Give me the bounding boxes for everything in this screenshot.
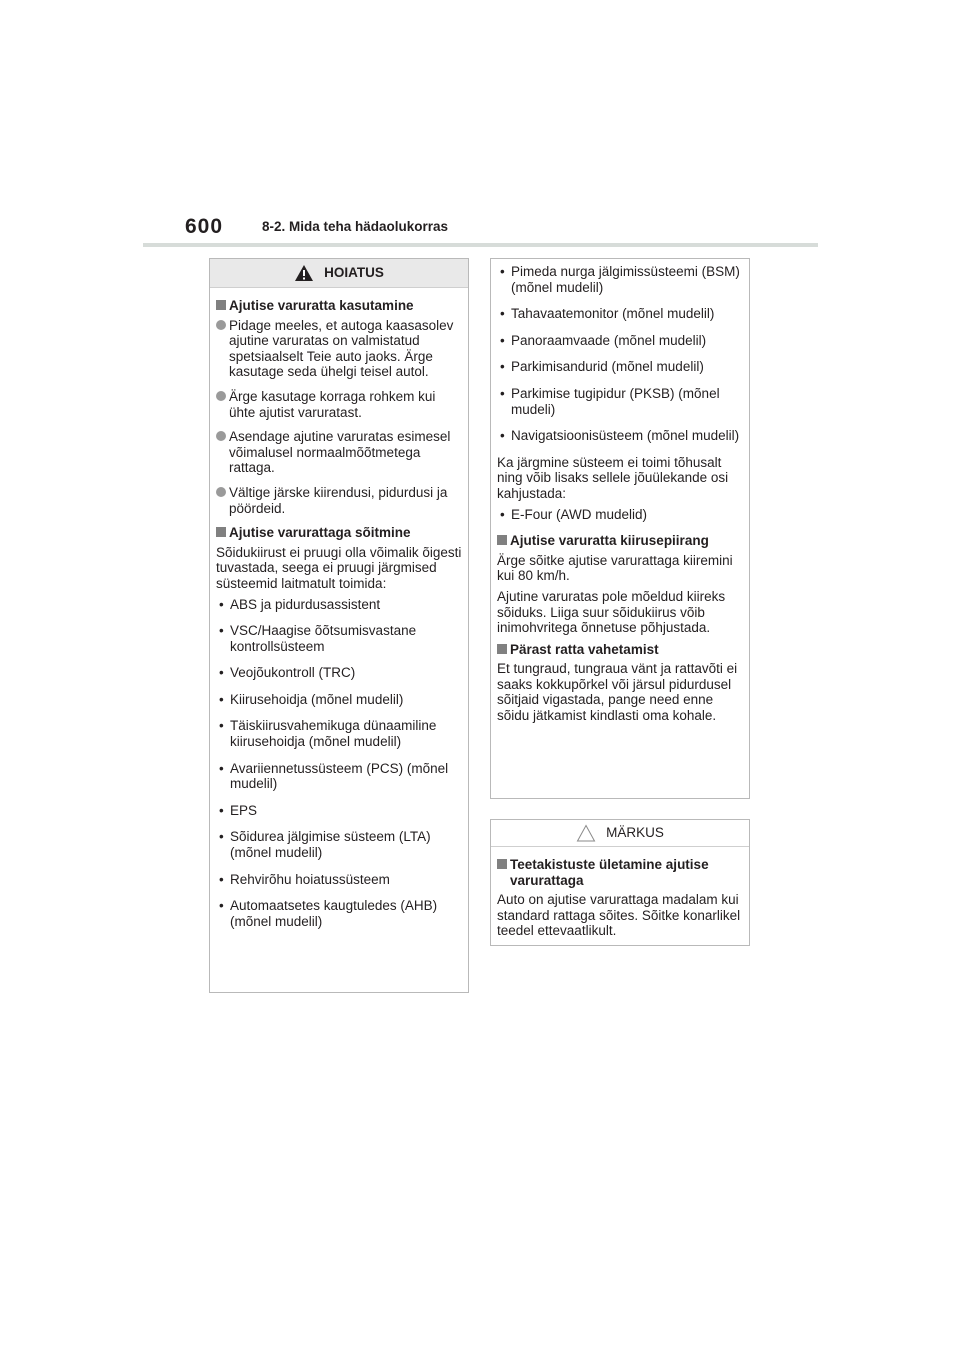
list-item: • Navigatsioonisüsteem (mõnel mudelil) bbox=[500, 428, 740, 444]
list-item: • ABS ja pidurdusassistent bbox=[219, 596, 381, 612]
notice-box bbox=[490, 819, 750, 946]
round-bullet-icon bbox=[216, 391, 226, 401]
section-heading: Teetakistuste ületamine ajutise varurattaga bbox=[497, 857, 743, 888]
header-divider bbox=[143, 243, 818, 247]
square-bullet-icon bbox=[497, 535, 507, 545]
list-item: • Täiskiirusvahemikuga dünaamiline kiirusehoidja (mõnel mudelil) bbox=[219, 718, 437, 750]
warning-triangle-icon bbox=[294, 264, 314, 282]
square-bullet-icon bbox=[216, 527, 226, 537]
warning-box bbox=[209, 258, 469, 993]
caution-triangle-icon bbox=[576, 824, 596, 842]
list-item: Vältige järske kiirendusi, pidurdusi ja pöördeid. bbox=[216, 485, 462, 516]
list-item: Ärge kasutage korraga rohkem kui ühte ajutist varuratast. bbox=[216, 389, 462, 420]
list-item: • Parkimise tugipidur (PKSB) (mõnel mudeli) bbox=[500, 385, 720, 417]
paragraph: Ka järgmine süsteem ei toimi tõhusalt ning võib lisaks sellele jõuülekande osi kahjustada: bbox=[497, 454, 729, 501]
section-heading: Ajutise varurattaga sõitmine bbox=[216, 525, 462, 541]
square-bullet-icon bbox=[497, 859, 507, 869]
square-bullet-icon bbox=[216, 300, 226, 310]
notice-box-title: MÄRKUS bbox=[606, 825, 664, 841]
list-item: • Panoraamvaade (mõnel mudelil) bbox=[500, 332, 707, 348]
round-bullet-icon bbox=[216, 431, 226, 441]
page-number: 600 bbox=[185, 215, 224, 238]
square-bullet-icon bbox=[497, 644, 507, 654]
paragraph: Ärge sõitke ajutise varurattaga kiiremini kui 80 km/h. bbox=[497, 552, 733, 584]
section-title: 8-2. Mida teha hädaolukorras bbox=[262, 219, 449, 234]
section-heading: Ajutise varuratta kiirusepiirang bbox=[497, 533, 743, 549]
notice-box-header bbox=[491, 820, 749, 847]
list-item: • Veojõukontroll (TRC) bbox=[219, 665, 356, 681]
list-item: • VSC/Haagise õõtsumisvastane kontrollsüsteem bbox=[219, 623, 417, 654]
list-item: • Rehvirõhu hoiatussüsteem bbox=[219, 871, 390, 887]
paragraph: Sõidukiirust ei pruugi olla võimalik õigesti tuvastada, seega ei pruugi järgmised süsteemid laitmatult toimida: bbox=[216, 544, 462, 591]
list-item: • Sõidurea jälgimise süsteem (LTA) (mõnel mudelil) bbox=[219, 829, 431, 861]
warning-box-header bbox=[210, 259, 468, 288]
list-item: Asendage ajutine varuratas esimesel võimalusel normaalmõõtmetega rattaga. bbox=[216, 429, 462, 476]
round-bullet-icon bbox=[216, 487, 226, 497]
section-heading: Pärast ratta vahetamist bbox=[497, 642, 743, 658]
list-item: • Kiirusehoidja (mõnel mudelil) bbox=[219, 691, 404, 707]
list-item: Pidage meeles, et autoga kaasasolev ajutine varuratas on valmistatud spetsiaalselt Teie auto jaoks. Ärge kasutage seda ühelgi teisel autol. bbox=[216, 318, 462, 380]
list-item: • E-Four (AWD mudelid) bbox=[500, 506, 648, 522]
continuation-box bbox=[490, 258, 750, 799]
warning-box-title: HOIATUS bbox=[324, 265, 384, 281]
list-item: • Pimeda nurga jälgimissüsteemi (BSM) (mõnel mudelil) bbox=[500, 264, 740, 295]
list-item: • EPS bbox=[219, 802, 258, 818]
list-item: • Parkimisandurid (mõnel mudelil) bbox=[500, 359, 704, 375]
section-heading: Ajutise varuratta kasutamine bbox=[216, 298, 462, 314]
list-item: • Tahavaatemonitor (mõnel mudelil) bbox=[500, 306, 715, 322]
paragraph: Auto on ajutise varurattaga madalam kui standard rattaga sõites. Sõitke konarlikel teedel ettevaatlikult. bbox=[497, 892, 741, 939]
list-item: • Automaatsetes kaugtuledes (AHB) (mõnel mudelil) bbox=[219, 898, 438, 929]
list-item: • Avariiennetussüsteem (PCS) (mõnel mudelil) bbox=[219, 760, 449, 792]
paragraph: Et tungraud, tungraua vänt ja rattavõti ei saaks kokkupõrkel või järsul pidurdusel sõitjaid vigastada, pange need enne sõidu jätkamist kindlasti oma kohale. bbox=[497, 661, 738, 724]
round-bullet-icon bbox=[216, 320, 226, 330]
paragraph: Ajutine varuratas pole mõeldud kiireks sõiduks. Liiga suur sõidukiirus võib inimohvritega õnnetuse põhjustada. bbox=[497, 588, 726, 636]
